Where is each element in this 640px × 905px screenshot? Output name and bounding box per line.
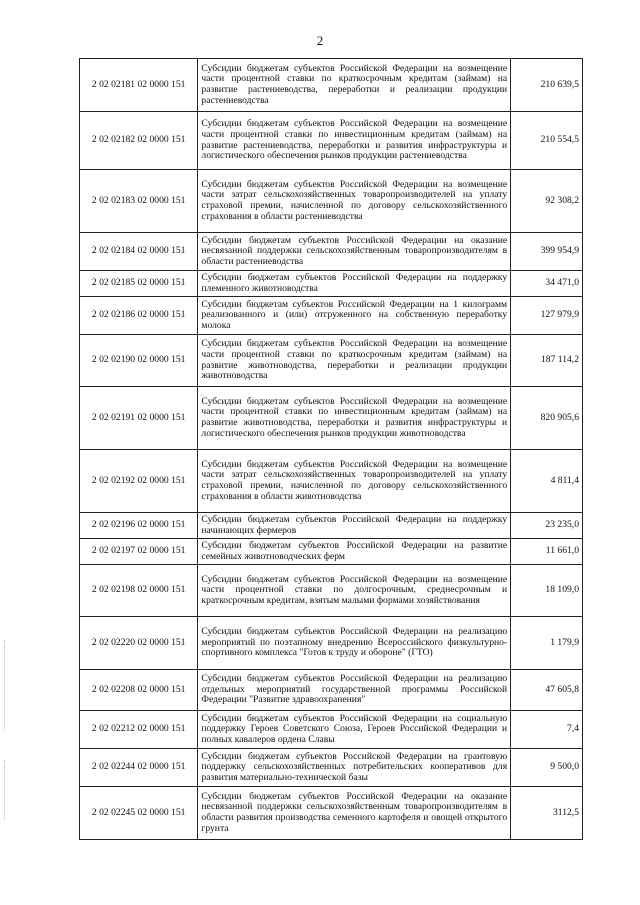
description-cell: Субсидии бюджетам субъектов Российской Федерации на возмещение части процентной ставки по краткосрочным кредитам (займам) на развитие животноводства, переработки и реализации продукции животноводства bbox=[198, 335, 511, 387]
table-row bbox=[80, 170, 583, 233]
amount-cell: 18 109,0 bbox=[511, 565, 583, 617]
table-row bbox=[80, 670, 583, 711]
budget-code-cell: 2 02 02183 02 0000 151 bbox=[80, 170, 198, 233]
budget-code-cell: 2 02 02197 02 0000 151 bbox=[80, 539, 198, 565]
amount-cell: 11 661,0 bbox=[511, 539, 583, 565]
budget-code-cell: 2 02 02208 02 0000 151 bbox=[80, 670, 198, 711]
table-row bbox=[80, 112, 583, 170]
amount-cell: 1 179,9 bbox=[511, 617, 583, 670]
table-row bbox=[80, 711, 583, 749]
table-row bbox=[80, 450, 583, 513]
table-row bbox=[80, 271, 583, 297]
amount-cell: 23 235,0 bbox=[511, 513, 583, 539]
amount-cell: 4 811,4 bbox=[511, 450, 583, 513]
table-row bbox=[80, 617, 583, 670]
amount-cell: 9 500,0 bbox=[511, 749, 583, 787]
amount-cell: 187 114,2 bbox=[511, 335, 583, 387]
budget-code-cell: 2 02 02196 02 0000 151 bbox=[80, 513, 198, 539]
description-cell: Субсидии бюджетам субъектов Российской Федерации на реализацию отдельных мероприятий государственной программы Российской Федерации "Развитие здравоохранения" bbox=[198, 670, 511, 711]
budget-code-cell: 2 02 02182 02 0000 151 bbox=[80, 112, 198, 170]
budget-code-cell: 2 02 02220 02 0000 151 bbox=[80, 617, 198, 670]
budget-code-cell: 2 02 02186 02 0000 151 bbox=[80, 297, 198, 335]
description-cell: Субсидии бюджетам субъектов Российской Федерации на 1 килограмм реализованного и (или) отгруженного на собственную переработку молока bbox=[198, 297, 511, 335]
description-cell: Субсидии бюджетам субъектов Российской Федерации на грантовую поддержку сельскохозяйственных потребительских кооперативов для развития материально-технической базы bbox=[198, 749, 511, 787]
amount-cell: 92 308,2 bbox=[511, 170, 583, 233]
description-cell: Субсидии бюджетам субъектов Российской Федерации на возмещение части затрат сельскохозяйственных товаропроизводителей на уплату страховой премии, начисленной по договору сельскохозяйственного страхования в области растениеводства bbox=[198, 170, 511, 233]
amount-cell: 210 554,5 bbox=[511, 112, 583, 170]
table-row bbox=[80, 59, 583, 112]
table-row bbox=[80, 539, 583, 565]
amount-cell: 399 954,9 bbox=[511, 233, 583, 271]
scan-margin-mark bbox=[4, 640, 11, 730]
budget-code-cell: 2 02 02190 02 0000 151 bbox=[80, 335, 198, 387]
budget-code-cell: 2 02 02212 02 0000 151 bbox=[80, 711, 198, 749]
amount-cell: 3112,5 bbox=[511, 787, 583, 840]
budget-code-cell: 2 02 02198 02 0000 151 bbox=[80, 565, 198, 617]
budget-code-cell: 2 02 02192 02 0000 151 bbox=[80, 450, 198, 513]
budget-code-cell: 2 02 02245 02 0000 151 bbox=[80, 787, 198, 840]
description-cell: Субсидии бюджетам субъектов Российской Федерации на поддержку племенного животноводства bbox=[198, 271, 511, 297]
description-cell: Субсидии бюджетам субъектов Российской Федерации на оказание несвязанной поддержки сельскохозяйственным товаропроизводителям в области развития производства семенного картофеля и овощей открытого грунта bbox=[198, 787, 511, 840]
description-cell: Субсидии бюджетам субъектов Российской Федерации на возмещение части процентной ставки по краткосрочным кредитам (займам) на развитие растениеводства, переработки и реализации продукции растениеводства bbox=[198, 59, 511, 112]
amount-cell: 47 605,8 bbox=[511, 670, 583, 711]
amount-cell: 34 471,0 bbox=[511, 271, 583, 297]
budget-code-cell: 2 02 02191 02 0000 151 bbox=[80, 387, 198, 450]
amount-cell: 7,4 bbox=[511, 711, 583, 749]
table-row bbox=[80, 387, 583, 450]
description-cell: Субсидии бюджетам субъектов Российской Федерации на развитие семейных животноводческих ферм bbox=[198, 539, 511, 565]
budget-code-cell: 2 02 02244 02 0000 151 bbox=[80, 749, 198, 787]
table-row bbox=[80, 297, 583, 335]
table-row bbox=[80, 749, 583, 787]
description-cell: Субсидии бюджетам субъектов Российской Федерации на возмещение части затрат сельскохозяйственных товаропроизводителей на уплату страховой премии, начисленной по договору сельскохозяйственного страхования в области животноводства bbox=[198, 450, 511, 513]
scan-margin-mark bbox=[4, 760, 11, 820]
amount-cell: 820 905,6 bbox=[511, 387, 583, 450]
budget-table bbox=[79, 58, 583, 840]
description-cell: Субсидии бюджетам субъектов Российской Федерации на оказание несвязанной поддержки сельскохозяйственным товаропроизводителям в области растениеводства bbox=[198, 233, 511, 271]
description-cell: Субсидии бюджетам субъектов Российской Федерации на поддержку начинающих фермеров bbox=[198, 513, 511, 539]
table-row bbox=[80, 233, 583, 271]
budget-code-cell: 2 02 02185 02 0000 151 bbox=[80, 271, 198, 297]
description-cell: Субсидии бюджетам субъектов Российской Федерации на возмещение части процентной ставки по инвестиционным кредитам (займам) на развитие животноводства, переработки и развития инфраструктуры и логистического обеспечения рынков продукции животноводства bbox=[198, 387, 511, 450]
table-row bbox=[80, 335, 583, 387]
table-row bbox=[80, 565, 583, 617]
description-cell: Субсидии бюджетам субъектов Российской Федерации на возмещение части процентной ставки по инвестиционным кредитам (займам) на развитие растениеводства, переработки и развития инфраструктуры и логистического обеспечения рынков продукции растениеводства bbox=[198, 112, 511, 170]
description-cell: Субсидии бюджетам субъектов Российской Федерации на возмещение части процентной ставки по долгосрочным, среднесрочным и краткосрочным кредитам, взятым малыми формами хозяйствования bbox=[198, 565, 511, 617]
budget-code-cell: 2 02 02184 02 0000 151 bbox=[80, 233, 198, 271]
table-row bbox=[80, 513, 583, 539]
amount-cell: 127 979,9 bbox=[511, 297, 583, 335]
table-row bbox=[80, 787, 583, 840]
amount-cell: 210 639,5 bbox=[511, 59, 583, 112]
budget-table-body bbox=[80, 59, 583, 840]
budget-code-cell: 2 02 02181 02 0000 151 bbox=[80, 59, 198, 112]
description-cell: Субсидии бюджетам субъектов Российской Федерации на реализацию мероприятий по поэтапному внедрению Всероссийского физкультурно-спортивного комплекса "Готов к труду и обороне" (ГТО) bbox=[198, 617, 511, 670]
description-cell: Субсидии бюджетам субъектов Российской Федерации на социальную поддержку Героев Советского Союза, Героев Российской Федерации и полных кавалеров ордена Славы bbox=[198, 711, 511, 749]
page-number: 2 bbox=[316, 33, 324, 48]
